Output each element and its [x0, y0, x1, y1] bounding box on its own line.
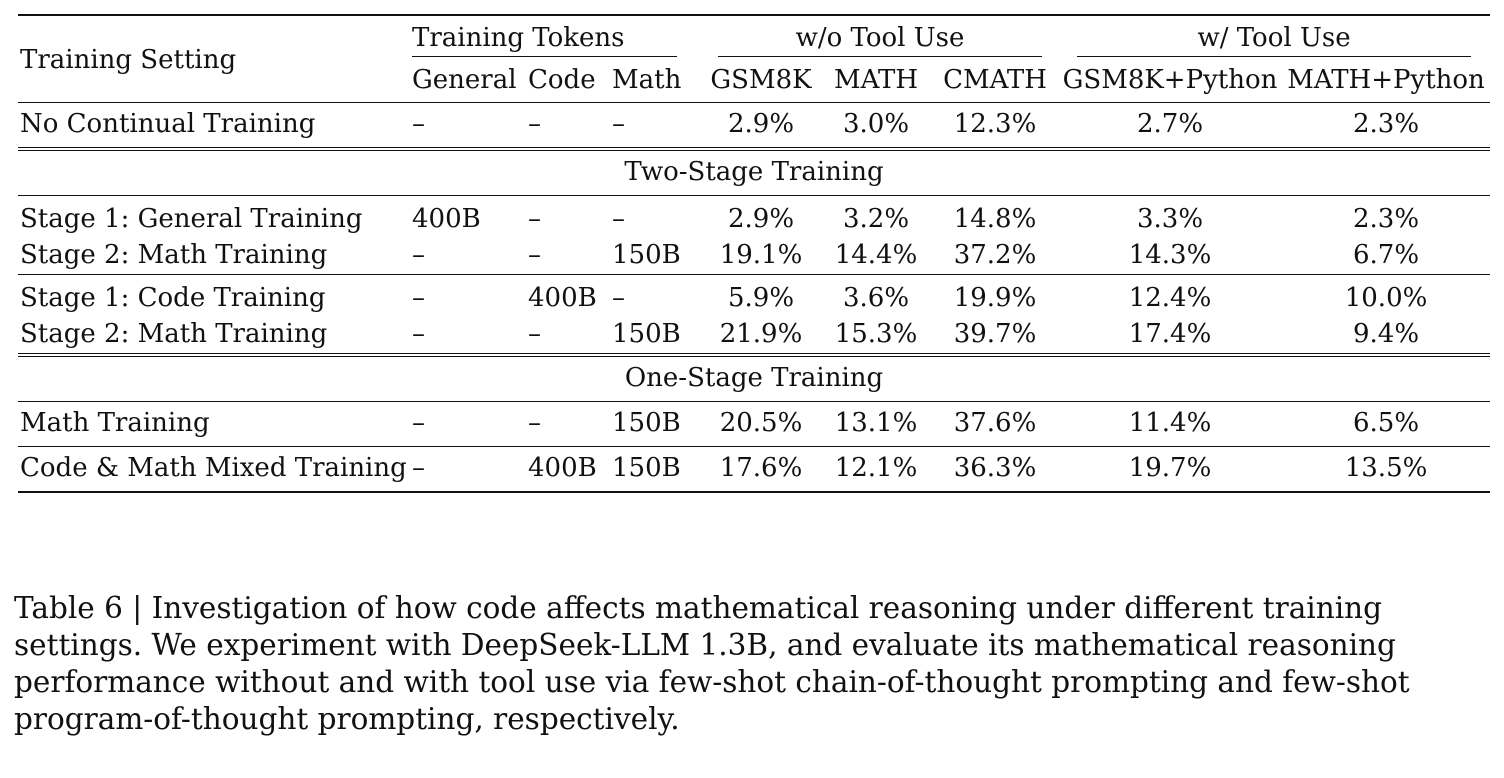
table-row-no-continual-training — [18, 103, 1490, 150]
table-row-math-training — [18, 402, 1490, 447]
cell-math: – — [610, 196, 702, 239]
row-label: Stage 1: Code Training — [18, 275, 410, 318]
cell-code: – — [528, 109, 541, 140]
cell-math-bench: 13.1% — [820, 402, 932, 447]
header-col-gsm8k: GSM8K — [702, 60, 820, 103]
cell-code: 400B — [526, 275, 610, 318]
cell-gsm8k-best: 21.9% — [719, 319, 803, 350]
cell-math: 150B — [610, 447, 702, 493]
cell-math-bench: 3.0% — [842, 109, 910, 140]
results-table — [18, 14, 1490, 493]
cell-general: 400B — [410, 196, 526, 239]
section-one-stage-training — [18, 355, 1490, 402]
table-row-code-math-mixed-training — [18, 447, 1490, 493]
cell-gsm8k: 5.9% — [702, 275, 820, 318]
cell-math-bench: 14.4% — [834, 240, 918, 271]
cell-gsm8k-python: 17.4% — [1128, 319, 1212, 350]
cell-gsm8k-python: 12.4% — [1058, 275, 1282, 318]
row-label: Stage 1: General Training — [18, 196, 410, 239]
section-title: One-Stage Training — [18, 355, 1490, 402]
cell-general: – — [410, 447, 526, 493]
cell-code: – — [528, 240, 541, 271]
header-group-without-tool-label: w/o Tool Use — [718, 23, 1042, 57]
cell-cmath: 12.3% — [953, 109, 1037, 140]
row-label: No Continual Training — [20, 109, 316, 140]
cell-math: 150B — [610, 402, 702, 447]
cell-cmath: 37.6% — [932, 402, 1058, 447]
cell-code: 400B — [526, 447, 610, 493]
cell-math-python: 10.0% — [1282, 275, 1490, 318]
cell-gsm8k-python: 14.3% — [1128, 240, 1212, 271]
cell-code: – — [526, 402, 610, 447]
table-row-stage2-math-after-general — [18, 238, 1490, 275]
row-label: Stage 2: Math Training — [20, 319, 328, 350]
section-two-stage-training — [18, 149, 1490, 196]
header-col-cmath: CMATH — [932, 60, 1058, 103]
header-group-with-tool-label: w/ Tool Use — [1077, 23, 1471, 57]
cell-gsm8k-python: 2.7% — [1136, 109, 1204, 140]
header-group-without-tool — [702, 15, 1058, 60]
table-row-stage1-code — [18, 275, 1490, 318]
cell-gsm8k-python: 3.3% — [1058, 196, 1282, 239]
table-row-stage1-general — [18, 196, 1490, 239]
header-col-code: Code — [526, 60, 610, 103]
cell-code: – — [526, 196, 610, 239]
cell-math-bench: 3.6% — [820, 275, 932, 318]
section-title: Two-Stage Training — [18, 149, 1490, 196]
cell-gsm8k: 20.5% — [702, 402, 820, 447]
cell-gsm8k: 2.9% — [702, 196, 820, 239]
header-row-groups — [18, 15, 1490, 60]
cell-math: 150B — [612, 319, 681, 350]
cell-math: – — [610, 275, 702, 318]
row-label: Math Training — [18, 402, 410, 447]
cell-math-bench-best: 15.3% — [834, 319, 918, 350]
results-table-wrapper — [18, 14, 1490, 493]
cell-general: – — [412, 109, 425, 140]
cell-math: 150B — [612, 240, 681, 271]
header-group-with-tool — [1058, 15, 1490, 60]
cell-cmath: 14.8% — [932, 196, 1058, 239]
cell-math-python-best: 13.5% — [1282, 447, 1490, 493]
cell-general: – — [412, 319, 425, 350]
cell-math-python: 6.5% — [1282, 402, 1490, 447]
cell-math-bench: 3.2% — [820, 196, 932, 239]
cell-gsm8k: 17.6% — [702, 447, 820, 493]
cell-general: – — [410, 275, 526, 318]
header-col-math: Math — [610, 60, 702, 103]
header-group-training-tokens-label: Training Tokens — [412, 23, 677, 57]
cell-gsm8k-python: 11.4% — [1058, 402, 1282, 447]
cell-cmath: 19.9% — [932, 275, 1058, 318]
cell-gsm8k: 2.9% — [727, 109, 795, 140]
table-row-stage2-math-after-code — [18, 317, 1490, 355]
cell-gsm8k: 19.1% — [719, 240, 803, 271]
header-col-gsm8k-python: GSM8K+Python — [1058, 60, 1282, 103]
row-label: Stage 2: Math Training — [20, 240, 328, 271]
cell-cmath-best: 39.7% — [953, 319, 1037, 350]
table-caption: Table 6 | Investigation of how code affects mathematical reasoning under different training settings. We experiment with DeepSeek-LLM 1.3B, and evaluate its mathematical reasoning performance without and with tool use via few-shot chain-of-thought prompting and few-shot program-of-thought prompting, respectively. — [14, 591, 1410, 736]
cell-math: – — [612, 109, 625, 140]
cell-general: – — [410, 402, 526, 447]
header-col-math-bench: MATH — [820, 60, 932, 103]
cell-code: – — [528, 319, 541, 350]
cell-math-bench: 12.1% — [820, 447, 932, 493]
cell-cmath: 36.3% — [932, 447, 1058, 493]
cell-general: – — [412, 240, 425, 271]
header-col-general: General — [410, 60, 526, 103]
row-label: Code & Math Mixed Training — [18, 447, 410, 493]
header-col-math-python: MATH+Python — [1282, 60, 1490, 103]
header-training-setting: Training Setting — [18, 15, 410, 103]
cell-math-python: 6.7% — [1352, 240, 1420, 271]
header-group-training-tokens — [410, 15, 702, 60]
cell-math-python: 2.3% — [1352, 109, 1420, 140]
cell-cmath: 37.2% — [953, 240, 1037, 271]
cell-gsm8k-python-best: 19.7% — [1058, 447, 1282, 493]
cell-math-python: 2.3% — [1282, 196, 1490, 239]
cell-math-python: 9.4% — [1352, 319, 1420, 350]
